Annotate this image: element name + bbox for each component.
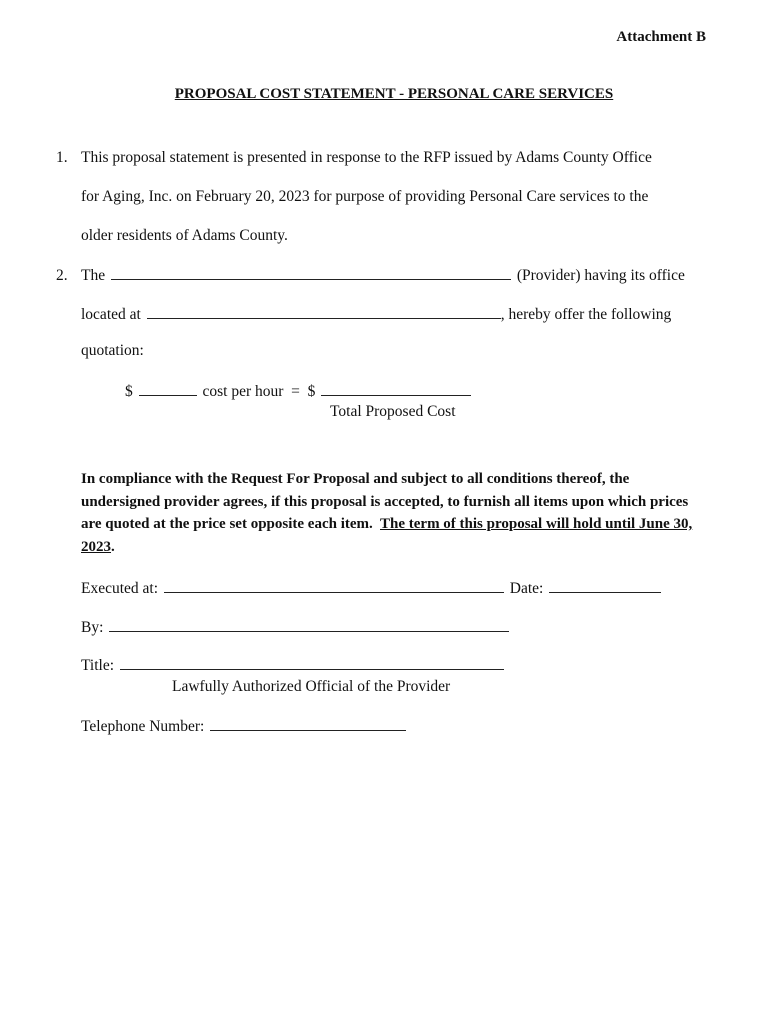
by-field[interactable] (109, 617, 509, 632)
item-2-line-2 (81, 304, 671, 324)
executed-at-label: Executed at: (81, 580, 159, 597)
item-2-the: The (81, 267, 106, 284)
item-1-line-3: older residents of Adams County. (81, 227, 288, 244)
dollar-sign-2: $ (307, 383, 316, 400)
compliance-text: In compliance with the Request For Proposal and subject to all conditions thereof, the undersigned provider agrees, if this proposal is accepted, to furnish all items upon which prices are quoted at the price set opposite each item. (81, 471, 689, 532)
item-1-text-1: This proposal statement is presented in response to the RFP issued by Adams County Office (81, 149, 652, 166)
title-row (81, 655, 506, 675)
compliance-paragraph (81, 468, 697, 558)
item-1-line-2: for Aging, Inc. on February 20, 2023 for purpose of providing Personal Care services to the (81, 188, 649, 205)
office-location-field[interactable] (147, 304, 501, 319)
title-caption: Lawfully Authorized Official of the Provider (172, 678, 451, 695)
date-field[interactable] (549, 578, 661, 593)
total-cost-field[interactable] (321, 381, 471, 396)
by-label: By: (81, 619, 104, 636)
cost-per-hour-label: cost per hour (202, 383, 284, 400)
offer-text: , hereby offer the following (500, 306, 672, 323)
date-label: Date: (509, 580, 544, 597)
cost-line (125, 381, 473, 401)
executed-row (81, 578, 663, 598)
item-2-line-3: quotation: (81, 342, 144, 359)
cost-per-hour-field[interactable] (139, 381, 197, 396)
item-2-provider-text: (Provider) having its office (516, 267, 685, 284)
provider-name-field[interactable] (111, 265, 511, 280)
item-1-number: 1. (56, 149, 68, 166)
executed-at-field[interactable] (164, 578, 504, 593)
title-field[interactable] (120, 655, 504, 670)
item-2-line-1 (56, 265, 685, 285)
term-text: The term of this proposal will hold until June 30, 2023 (81, 516, 693, 555)
telephone-label: Telephone Number: (81, 718, 205, 735)
term-end: . (111, 538, 115, 555)
located-at-label: located at (81, 306, 141, 323)
attachment-label: Attachment B (616, 29, 706, 45)
total-cost-caption: Total Proposed Cost (330, 403, 456, 420)
document-title: PROPOSAL COST STATEMENT - PERSONAL CARE SERVICES (174, 86, 614, 102)
telephone-field[interactable] (210, 716, 406, 731)
equals-sign: = (291, 383, 300, 400)
dollar-sign-1: $ (125, 383, 133, 400)
item-1-line-1 (56, 149, 652, 167)
title-label: Title: (81, 657, 115, 674)
by-row (81, 617, 511, 637)
telephone-row (81, 716, 408, 736)
item-2-number: 2. (56, 267, 68, 284)
